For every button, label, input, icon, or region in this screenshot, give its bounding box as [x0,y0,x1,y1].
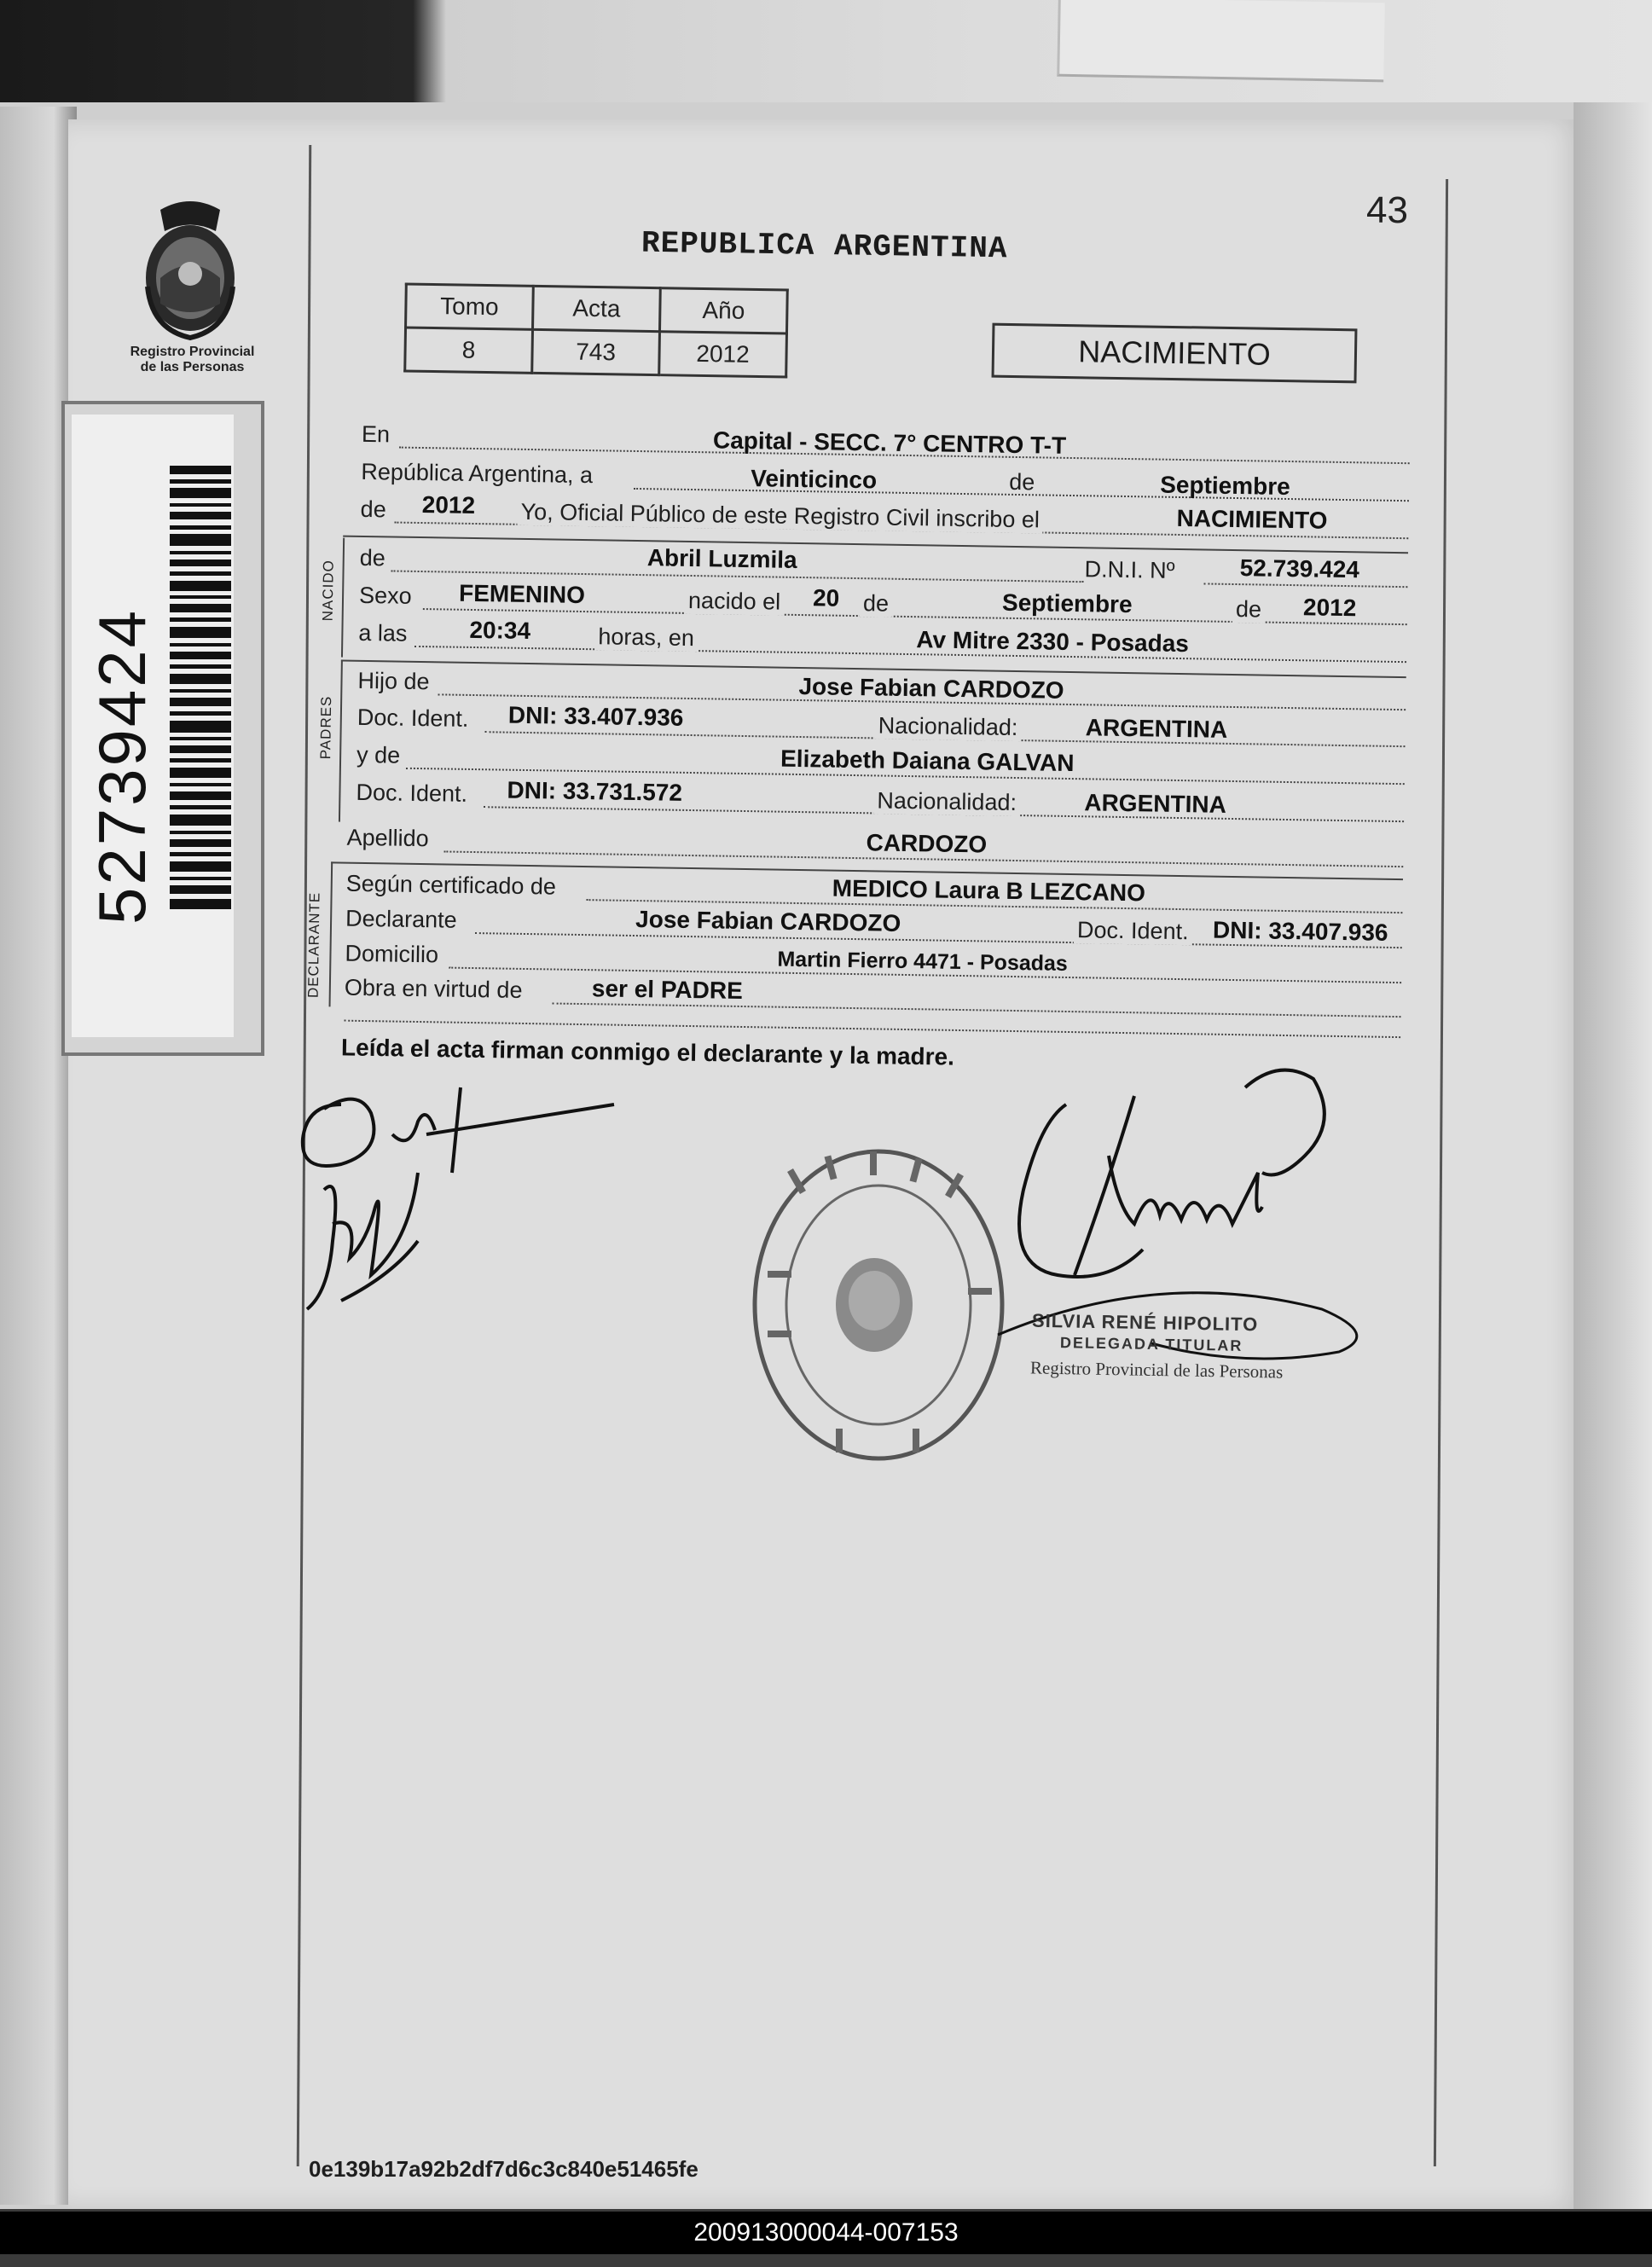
value-nombre: Abril Luzmila [646,544,797,573]
value-declarante-doc: DNI: 33.407.936 [1212,916,1388,946]
value-anio-nac: 2012 [1302,594,1357,622]
label-doc-ident-decl: Doc. Ident. [1074,917,1192,945]
label-y-de: y de [356,741,401,768]
register-header-tomo: Tomo [406,284,534,329]
value-certificado: MEDICO Laura B LEZCANO [832,874,1146,907]
label-de: de [1009,468,1035,496]
label-de-name: de [359,544,386,571]
label-domicilio: Domicilio [345,940,439,968]
label-declarante: Declarante [345,905,457,933]
value-hora: 20:34 [469,616,531,645]
label-de-month: de [860,590,893,617]
label-republica: República Argentina, a [361,458,594,489]
value-lugar: Capital - SECC. 7° CENTRO T-T [712,426,1067,459]
footer-id: 200913000044-007153 [0,2212,1652,2254]
value-obra: ser el PADRE [591,975,744,1005]
document-title: REPUBLICA ARGENTINA [641,225,1008,267]
official-registry: Registro Provincial de las Personas [1029,1357,1284,1383]
value-madre-nac: ARGENTINA [1084,789,1227,818]
page-number: 43 [1366,189,1408,231]
label-de-year: de [360,496,386,523]
label-yo-oficial: Yo, Oficial Público de este Registro Civil inscribo el [517,499,1043,534]
value-padre-doc: DNI: 33.407.936 [507,701,684,731]
value-sexo: FEMENINO [458,579,586,609]
label-hijo-de: Hijo de [357,667,430,695]
label-nacionalidad-2: Nacionalidad: [873,787,1020,816]
label-en: En [361,420,391,448]
value-domicilio: Martin Fierro 4471 - Posadas [777,947,1069,976]
label-de-year-nac: de [1232,596,1266,623]
value-madre-doc: DNI: 33.731.572 [507,776,683,806]
label-nacionalidad: Nacionalidad: [875,712,1022,741]
value-dia-acta: Veinticinco [751,465,878,494]
register-header-acta: Acta [533,286,661,331]
label-apellido: Apellido [346,824,429,852]
section-bar [339,660,343,822]
declarant-signature-icon [290,1070,631,1326]
register-value-tomo: 8 [405,328,533,373]
value-anio-acta: 2012 [421,491,476,519]
dotted-line [414,646,1406,663]
label-obra-en-virtud: Obra en virtud de [344,974,523,1003]
crest-caption-line-2: de las Personas [140,360,245,374]
dotted-line [553,1002,1401,1018]
label-doc-ident: Doc. Ident. [356,704,469,732]
section-divider [343,536,1408,554]
label-sexo: Sexo [358,582,412,609]
dotted-line [1203,583,1407,588]
register-header-anio: Año [659,288,787,333]
value-padre-nac: ARGENTINA [1085,714,1228,743]
value-lugar-nac: Av Mitre 2330 - Posadas [916,626,1190,658]
label-segun-certificado: Según certificado de [345,870,557,900]
section-nacido: NACIDO [319,560,337,622]
label-dni: D.N.I. Nº [1084,556,1175,583]
official-role: DELEGADA TITULAR [1059,1334,1243,1354]
section-bar [329,861,333,1006]
section-padres: PADRES [317,695,335,760]
crest-caption-line-1: Registro Provincial [130,345,255,359]
value-apellido: CARDOZO [866,829,988,858]
register-value-acta: 743 [532,329,660,374]
label-horas-en: horas, en [594,623,698,652]
value-mes-acta: Septiembre [1160,471,1290,501]
section-declarante: DECLARANTE [304,891,323,999]
label-doc-ident-2: Doc. Ident. [356,779,468,807]
official-name: SILVIA RENÉ HIPOLITO [1031,1309,1259,1336]
value-dni: 52.739.424 [1239,554,1360,583]
value-mes-nac: Septiembre [1001,588,1133,618]
closing-statement: Leída el acta firman conmigo el declarante y la madre. [340,1034,955,1070]
value-tipo: NACIMIENTO [1176,504,1328,534]
document-hash: 0e139b17a92b2df7d6c3c840e51465fe [309,2156,698,2182]
value-declarante: Jose Fabian CARDOZO [635,906,901,936]
value-dia-nac: 20 [812,584,840,612]
register-value-anio: 2012 [659,332,787,377]
value-madre: Elizabeth Daiana GALVAN [780,745,1075,777]
value-padre: Jose Fabian CARDOZO [798,672,1064,704]
record-type-box: NACIMIENTO [992,323,1358,384]
section-bar [341,538,345,658]
label-nacido-el: nacido el [685,588,785,616]
dotted-line [344,1020,1400,1038]
label-a-las: a las [358,619,408,646]
barcode-number: 52739424 [84,607,159,925]
